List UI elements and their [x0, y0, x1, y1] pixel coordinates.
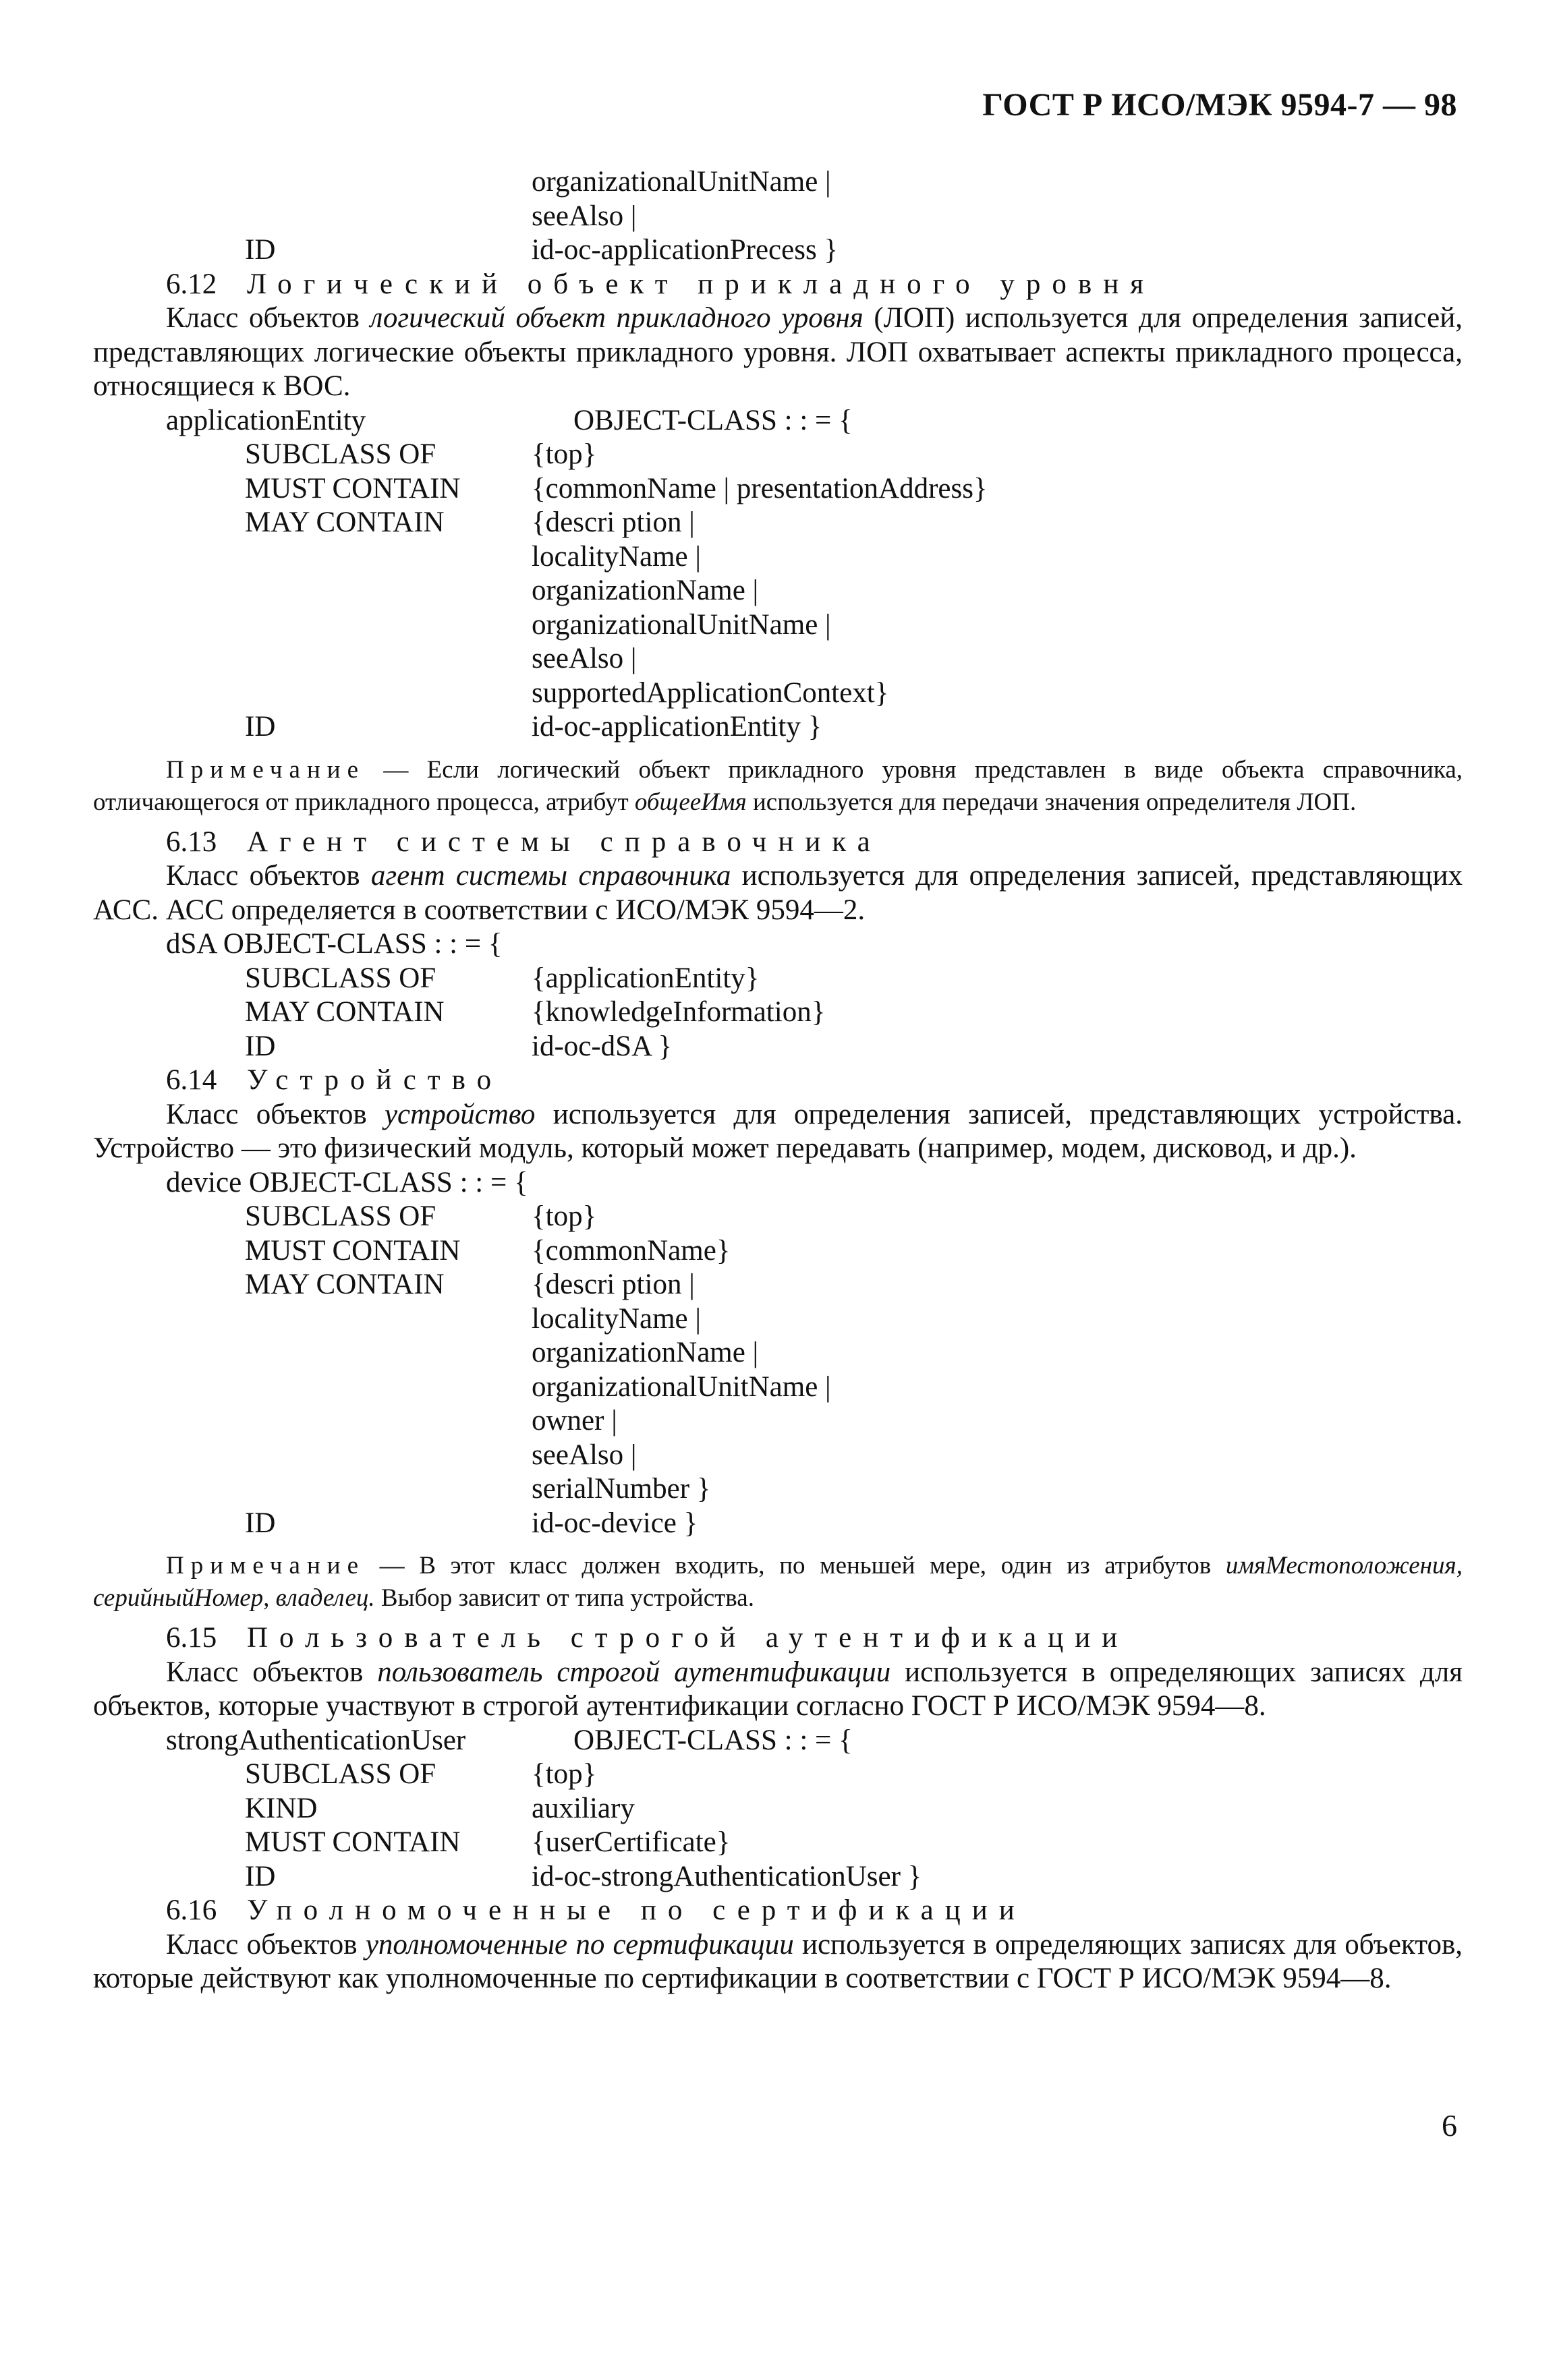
para-text: Класс объектов: [166, 1098, 385, 1130]
definition-block-6-13: [93, 962, 1463, 1064]
note-text: — В этот класс должен входить, по меньшей мере, один из атрибутов: [365, 1552, 1226, 1579]
def-row: [93, 1234, 1463, 1269]
def-key: SUBCLASS OF: [245, 438, 436, 470]
def-row: [93, 438, 1463, 472]
def-value: id-oc-applicationEntity }: [532, 711, 822, 743]
para-text: Класс объектов: [166, 1928, 366, 1961]
def-row: [93, 962, 1463, 996]
def-value: {top}: [532, 1758, 597, 1790]
definition-block-6-14: [93, 1200, 1463, 1540]
def-row: [93, 1758, 1463, 1792]
def-row: [93, 1404, 1463, 1439]
def-row: [93, 506, 1463, 540]
def-row: [93, 1302, 1463, 1337]
def-key: SUBCLASS OF: [245, 1200, 436, 1232]
section-title: Уполномоченные по сертификации: [247, 1894, 1026, 1926]
def-value: id-oc-device }: [532, 1507, 698, 1539]
para-emphasis: уполномоченные по сертификации: [365, 1928, 794, 1961]
para-emphasis: агент системы справочника: [370, 860, 731, 892]
para-emphasis: устройство: [384, 1098, 536, 1130]
section-heading-6-13: [93, 825, 1463, 860]
def-value: {commonName | presentationAddress}: [532, 472, 988, 504]
para-emphasis: пользователь строгой аутентификации: [377, 1656, 891, 1688]
def-key: MAY CONTAIN: [245, 506, 445, 538]
def-key: KIND: [245, 1792, 318, 1824]
section-number: 6.12: [166, 268, 217, 300]
page-header: ГОСТ Р ИСО/МЭК 9594-7 — 98: [982, 87, 1457, 123]
def-value: auxiliary: [532, 1792, 635, 1824]
def-value: organizationalUnitName |: [532, 608, 831, 641]
def-value: {applicationEntity}: [532, 962, 760, 994]
def-value: organizationName |: [532, 575, 759, 606]
def-header: [93, 404, 1463, 438]
def-value: seeAlso |: [532, 643, 637, 674]
section-paragraph: [93, 859, 1463, 927]
def-row: [93, 608, 1463, 643]
section-heading-6-16: [93, 1894, 1463, 1928]
def-row: [93, 1792, 1463, 1826]
section-paragraph: [93, 1928, 1463, 1996]
section-number: 6.15: [166, 1622, 217, 1654]
note: [93, 754, 1463, 819]
para-text: используется для определения записей, представляющих АСС. АСС определяется в соответствии с ИСО/МЭК 9594—2.: [93, 860, 1463, 926]
section-number: 6.14: [166, 1064, 217, 1096]
def-value: localityName |: [532, 540, 701, 573]
note-text: используется для передачи значения определителя ЛОП.: [746, 788, 1357, 816]
def-row: [93, 1826, 1463, 1860]
def-value: seeAlso |: [532, 1439, 637, 1471]
def-key: ID: [245, 1507, 276, 1539]
def-key: MUST CONTAIN: [245, 1234, 461, 1267]
para-text: используется в определяющих записях для объектов, которые действуют как уполномоченные по сертификации в соответствии с ГОСТ Р ИСО/МЭК 9594—8.: [93, 1928, 1463, 1994]
def-key: SUBCLASS OF: [245, 1758, 436, 1790]
class-operator: OBJECT-CLASS : : = {: [573, 1724, 853, 1756]
note-label: Примечание: [166, 1552, 365, 1579]
note-emphasis: имяМестоположения, серийныйНомер, владелец.: [93, 1552, 1463, 1612]
def-row: [93, 1507, 1463, 1541]
para-text: (ЛОП) используется для определения записей, представляющих логические объекты прикладного уровня. ЛОП охватывает аспекты прикладного процесса, относящиеся к ВОС.: [93, 302, 1463, 402]
def-value: seeAlso |: [532, 200, 637, 232]
section-title: Устройство: [247, 1064, 503, 1096]
section-number: 6.13: [166, 825, 217, 858]
def-row: [93, 1439, 1463, 1473]
section-paragraph: [93, 1656, 1463, 1724]
def-row: [93, 165, 1463, 200]
class-name: applicationEntity: [166, 404, 366, 436]
def-row: [93, 676, 1463, 711]
def-value: {commonName}: [532, 1234, 731, 1267]
def-value: localityName |: [532, 1302, 701, 1335]
def-value: {knowledgeInformation}: [532, 996, 826, 1028]
section-heading-6-14: [93, 1064, 1463, 1098]
para-text: Класс объектов: [166, 860, 371, 892]
def-row: [93, 710, 1463, 745]
section-title: Логический объект прикладного уровня: [247, 268, 1156, 300]
para-text: Класс объектов: [166, 1656, 378, 1688]
def-value: owner |: [532, 1405, 617, 1436]
def-row: [93, 200, 1463, 234]
def-value: id-oc-applicationPrecess }: [532, 234, 839, 266]
def-value: organizationalUnitName |: [532, 166, 831, 198]
def-key: ID: [245, 234, 276, 266]
def-row: [93, 472, 1463, 506]
def-row: [93, 1336, 1463, 1370]
note-label: Примечание: [166, 755, 365, 784]
note: [93, 1550, 1463, 1615]
def-row: [93, 1268, 1463, 1302]
def-value: id-oc-dSA }: [532, 1030, 673, 1062]
definition-block-6-12: [93, 438, 1463, 745]
class-definition: dSA OBJECT-CLASS : : = {: [166, 928, 503, 960]
def-row: [93, 995, 1463, 1030]
section-title: Агент системы справочника: [247, 825, 882, 858]
def-value: organizationalUnitName |: [532, 1370, 831, 1403]
def-key: ID: [245, 1030, 276, 1062]
def-key: SUBCLASS OF: [245, 962, 436, 994]
section-number: 6.16: [166, 1894, 217, 1926]
note-text: — Если логический объект прикладного уровня представлен в виде объекта справочника, отличающегося от прикладного процесса, атрибут: [93, 755, 1463, 816]
def-key: MAY CONTAIN: [245, 1269, 445, 1300]
def-row: [93, 1370, 1463, 1405]
definition-block-6-15: [93, 1758, 1463, 1894]
def-value: supportedApplicationContext}: [532, 676, 889, 709]
def-header: [93, 1724, 1463, 1758]
def-key: MAY CONTAIN: [245, 996, 445, 1028]
def-value: id-oc-strongAuthenticationUser }: [532, 1860, 922, 1892]
section-heading-6-12: [93, 268, 1463, 302]
section-paragraph: [93, 1098, 1463, 1166]
def-row: [93, 574, 1463, 608]
def-value: organizationName |: [532, 1337, 759, 1368]
page-content: [93, 165, 1463, 1996]
page-number: 6: [1442, 2108, 1457, 2143]
section-heading-6-15: [93, 1621, 1463, 1656]
class-operator: OBJECT-CLASS : : = {: [573, 404, 853, 436]
def-key: MUST CONTAIN: [245, 1826, 461, 1858]
def-value: {descri ption |: [532, 506, 695, 538]
class-name: strongAuthenticationUser: [166, 1724, 466, 1756]
def-key: MUST CONTAIN: [245, 472, 461, 504]
def-value: {top}: [532, 1200, 597, 1232]
para-text: используется в определяющих записях для объектов, которые участвуют в строгой аутентификации согласно ГОСТ Р ИСО/МЭК 9594—8.: [93, 1656, 1463, 1722]
para-text: используется для определения записей, представляющих устройства. Устройство — это физический модуль, который может передавать (например, модем, дисковод, и др.).: [93, 1098, 1463, 1164]
class-definition: device OBJECT-CLASS : : = {: [166, 1166, 528, 1198]
para-text: Класс объектов: [166, 302, 370, 334]
def-header: [93, 927, 1463, 962]
def-row: [93, 1200, 1463, 1234]
def-header: [93, 1166, 1463, 1200]
def-key: ID: [245, 711, 276, 743]
def-value: {top}: [532, 438, 597, 470]
para-emphasis: логический объект прикладного уровня: [370, 302, 864, 334]
def-value: {descri ption |: [532, 1269, 695, 1300]
def-row: [93, 1030, 1463, 1064]
def-row: [93, 1472, 1463, 1507]
def-row: [93, 642, 1463, 676]
section-paragraph: [93, 301, 1463, 404]
note-emphasis: общееИмя: [634, 788, 747, 816]
section-title: Пользователь строгой аутентификации: [247, 1622, 1129, 1654]
def-row: [93, 233, 1463, 268]
def-value: serialNumber }: [532, 1473, 711, 1505]
note-text: Выбор зависит от типа устройства.: [374, 1584, 754, 1612]
def-key: ID: [245, 1860, 276, 1892]
def-row: [93, 1860, 1463, 1894]
def-row: [93, 540, 1463, 575]
def-value: {userCertificate}: [532, 1826, 731, 1858]
